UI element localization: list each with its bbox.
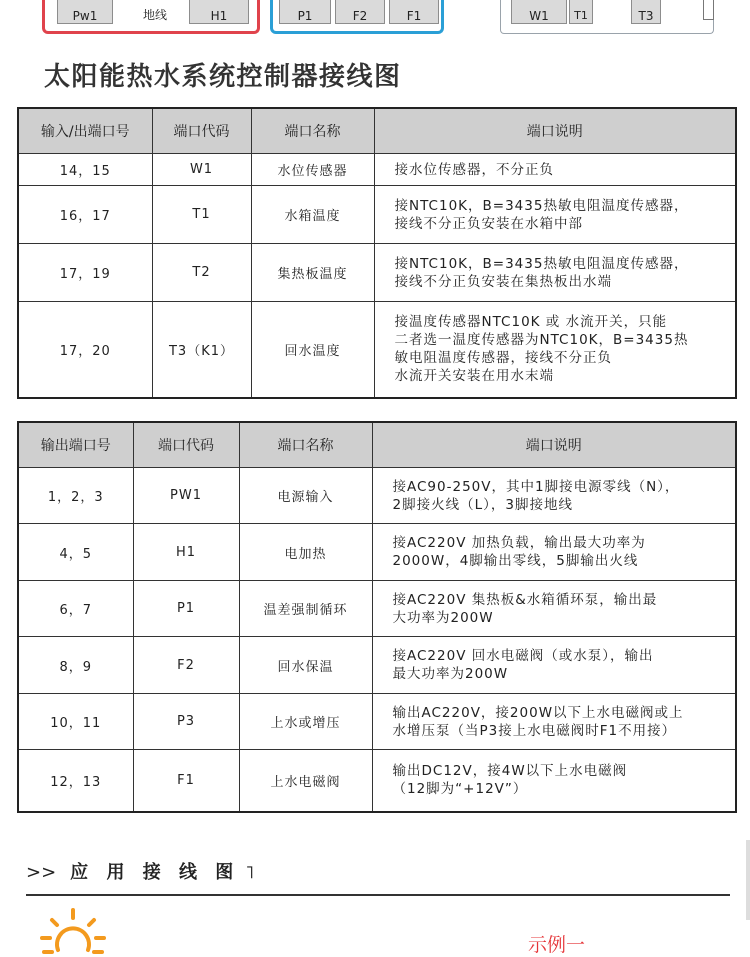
column-header: 端口代码 [152,108,251,154]
desc-line: 接NTC10K，B=3435热敏电阻温度传感器， [394,255,689,272]
cell-name: 电加热 [239,524,372,581]
column-header: 端口说明 [374,108,736,154]
table-row [18,694,736,750]
desc-line: 二者选一温度传感器为NTC10K，B=3435热 [394,332,689,349]
cell-port: 12，13 [18,750,133,812]
gray-sensor-box [500,0,714,34]
cell-port: 17，20 [18,302,152,398]
desc-line: 最大功率为200W [392,666,509,682]
desc-line: （12脚为“+12V”） [392,781,528,798]
output-port-table [17,421,737,813]
input-port-table [17,107,737,399]
desc-line: 接NTC10K，B=3435热敏电阻温度传感器， [394,197,689,214]
column-header: 输入/出端口号 [18,108,152,154]
cell-name: 水位传感器 [251,154,374,186]
cell-code: F1 [133,750,239,812]
desc-line: 水增压泵（当P3接上水电磁阀时F1不用接） [392,722,677,739]
cell-name: 回水保温 [239,637,372,694]
cell-code: P1 [133,581,239,637]
cell-port: 8，9 [18,637,133,694]
example-label: 示例一 [528,934,586,956]
desc-line: 接水位传感器，不分正负 [394,161,554,178]
cell-code: W1 [152,154,251,186]
cell-desc [372,694,736,750]
cell-port: 6，7 [18,581,133,637]
page-edge [746,840,750,920]
cell-port: 17，19 [18,244,152,302]
desc-line: 输出DC12V，接4W以下上水电磁阀 [392,763,628,780]
desc-line: 接线不分正负安装在水箱中部 [394,215,583,232]
terminal-cell: H1 [189,0,249,24]
table-row [18,244,736,302]
cell-code: T2 [152,244,251,302]
cell-desc [372,468,736,524]
cell-port: 4，5 [18,524,133,581]
cell-name: 电源输入 [239,468,372,524]
cell-desc [374,244,736,302]
terminal-cell: W1 [511,0,567,24]
cell-name: 回水温度 [251,302,374,398]
table-row [18,302,736,398]
table-row [18,581,736,637]
terminal-cell: 地线 [125,0,185,24]
cell-desc [374,302,736,398]
cell-port: 16，17 [18,186,152,244]
desc-line: 接线不分正负安装在集热板出水端 [394,273,612,290]
terminal-cell: T3 [631,0,661,24]
table-row [18,468,736,524]
cell-code: F2 [133,637,239,694]
table-header-row [18,422,736,468]
corner-mark: ˥ [245,862,255,883]
desc-line: 接温度传感器NTC10K 或 水流开关，只能 [394,314,668,331]
red-terminal-box [42,0,260,34]
section-heading [26,858,254,884]
cell-code: T1 [152,186,251,244]
cell-name: 水箱温度 [251,186,374,244]
desc-line: 2000W，4脚输出零线，5脚输出火线 [392,553,639,569]
cell-desc [372,637,736,694]
cell-code: PW1 [133,468,239,524]
cell-name: 上水电磁阀 [239,750,372,812]
table-header-row [18,108,736,154]
column-header: 端口代码 [133,422,239,468]
column-header: 端口说明 [372,422,736,468]
page-title: 太阳能热水系统控制器接线图 [44,62,402,92]
cell-code: P3 [133,694,239,750]
blue-terminal-box [270,0,444,34]
terminal-cell: F2 [335,0,385,24]
desc-line: 2脚接火线（L），3脚接地线 [392,496,573,513]
table-row [18,154,736,186]
cell-name: 集热板温度 [251,244,374,302]
section-divider [26,894,730,896]
desc-line: 输出AC220V，接200W以下上水电磁阀或上 [392,704,684,721]
terminal-cell: F1 [389,0,439,24]
desc-line: 接AC220V 回水电磁阀（或水泵），输出 [392,648,654,664]
connector-icon [703,0,714,20]
section-arrow: >> [26,862,57,883]
column-header: 输出端口号 [18,422,133,468]
column-header: 端口名称 [251,108,374,154]
cell-desc [372,750,736,812]
cell-desc [374,186,736,244]
cell-port: 14，15 [18,154,152,186]
cell-code: T3（K1） [152,302,251,398]
table-row [18,524,736,581]
desc-line: 大功率为200W [392,609,494,626]
cell-code: H1 [133,524,239,581]
desc-line: 接AC220V 集热板&水箱循环泵，输出最 [392,591,658,608]
cell-name: 上水或增压 [239,694,372,750]
section-label: 应 用 接 线 图 [70,862,240,883]
cell-desc [372,581,736,637]
table-row [18,186,736,244]
terminal-cell: T1 [569,0,593,24]
sun-icon [38,906,108,956]
wiring-diagram-fragment [0,0,750,38]
table-row [18,637,736,694]
terminal-cell: Pw1 [57,0,113,24]
table-row [18,750,736,812]
desc-line: 水流开关安装在用水末端 [394,368,554,385]
desc-line: 敏电阻温度传感器，接线不分正负 [394,350,612,367]
desc-line: 接AC90-250V，其中1脚接电源零线（N）， [392,478,680,495]
desc-line: 接AC220V 加热负载，输出最大功率为 [392,535,646,551]
cell-port: 10，11 [18,694,133,750]
cell-name: 温差强制循环 [239,581,372,637]
cell-desc [372,524,736,581]
terminal-cell: P1 [279,0,331,24]
column-header: 端口名称 [239,422,372,468]
cell-desc [374,154,736,186]
cell-port: 1，2，3 [18,468,133,524]
